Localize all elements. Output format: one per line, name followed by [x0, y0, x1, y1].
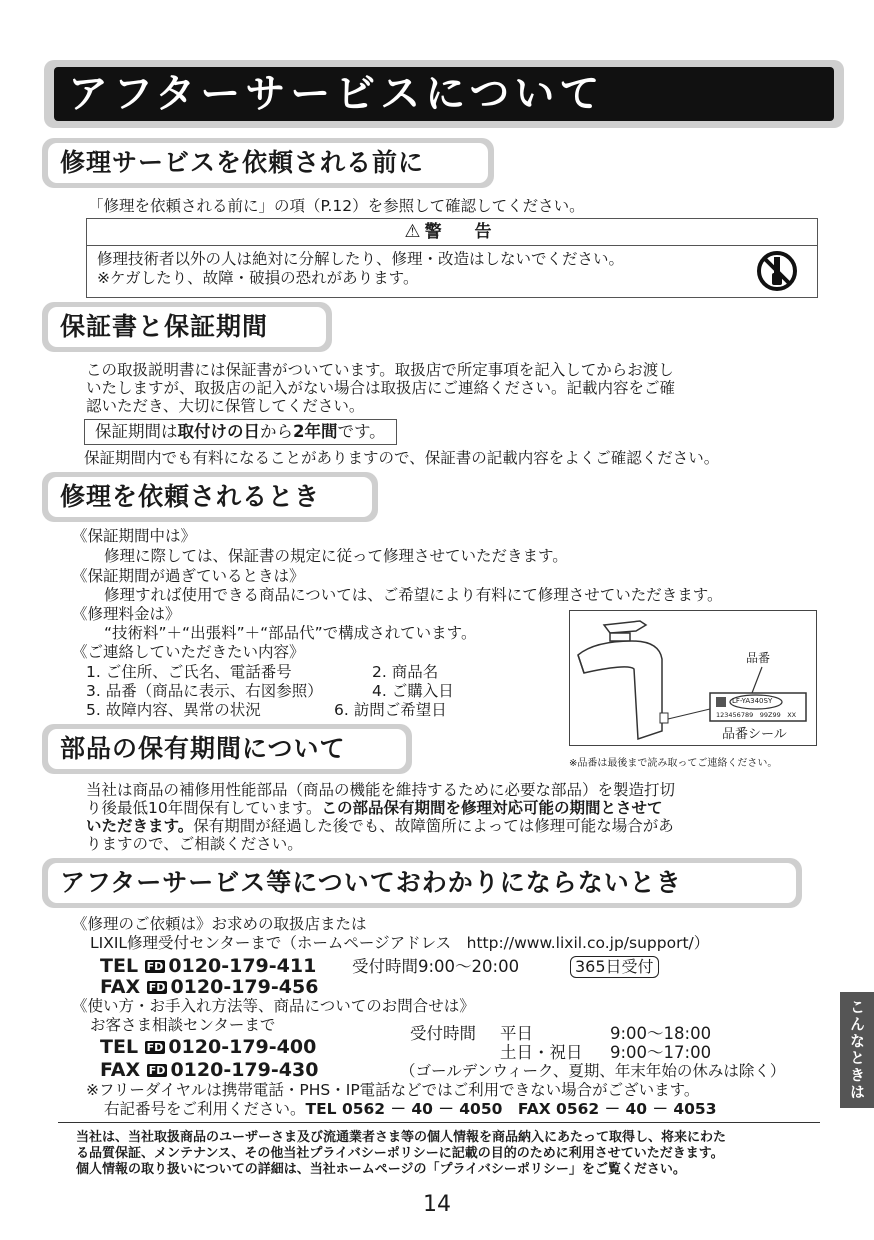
- warranty-para-1: この取扱説明書には保証書がついています。取扱店で所定事項を記入してからお渡し: [86, 361, 674, 379]
- page-title: アフターサービスについて: [54, 67, 834, 121]
- contact-info-label: 《ご連絡していただきたい内容》: [72, 643, 305, 661]
- free-dial-icon: FD: [146, 1041, 164, 1054]
- in-warranty-label: 《保証期間中は》: [72, 527, 197, 545]
- faucet-illustration: [569, 610, 817, 746]
- repair-hours: 受付時間9:00～20:00: [352, 957, 520, 976]
- repair-request-label: 《修理のご依頼は》お求めの取扱店または: [72, 915, 367, 933]
- contact-item-4: 4. ご購入日: [372, 682, 454, 700]
- no-disassembly-icon: [755, 249, 799, 297]
- parts-para-4: りますので、ご相談ください。: [86, 835, 303, 853]
- free-dial-icon: FD: [148, 1064, 166, 1077]
- title-banner: [44, 60, 844, 128]
- consult-tel: TEL FD 0120-179-400: [100, 1036, 317, 1058]
- after-warranty-text: 修理すれば使用できる商品については、ご希望により有料にて修理させていただきます。: [104, 586, 723, 604]
- warranty-note: 保証期間内でも有料になることがありますので、保証書の記載内容をよくご確認ください。: [84, 449, 720, 467]
- side-tab: こんなときは: [840, 992, 874, 1108]
- after-warranty-label: 《保証期間が過ぎているときは》: [72, 567, 305, 585]
- privacy-line-1: 当社は、当社取扱商品のユーザーさま及び流通業者さま等の個人情報を商品納入にあたって取得し、将来にわた: [76, 1130, 727, 1145]
- contact-item-1: 1. ご住所、ご氏名、電話番号: [86, 663, 292, 681]
- illustration-caption: ※品番は最後まで読み取ってご連絡ください。: [569, 758, 778, 769]
- free-dial-note-1: ※フリーダイヤルは携帯電話・PHS・IP電話などではご利用できない場合がございます。: [86, 1081, 700, 1099]
- fee-label: 《修理料金は》: [72, 605, 181, 623]
- warning-box: [86, 218, 818, 298]
- holiday-note: （ゴールデンウィーク、夏期、年末年始の休みは除く）: [400, 1062, 786, 1080]
- warranty-para-3: 認いただき、大切に保管してください。: [86, 397, 365, 415]
- parts-para-1: 当社は商品の補修用性能部品（商品の機能を維持するために必要な部品）を製造打切: [86, 781, 676, 799]
- contact-item-6: 6. 訪問ご希望日: [334, 701, 447, 719]
- contact-item-2: 2. 商品名: [372, 663, 439, 681]
- warning-triangle-icon: ⚠: [404, 221, 421, 242]
- consult-center-line: お客さま相談センターまで: [90, 1016, 276, 1034]
- consult-hours-label: 受付時間: [410, 1024, 476, 1043]
- section-heading-parts-period: 部品の保有期間について: [42, 724, 412, 774]
- contact-item-3: 3. 品番（商品に表示、右図参照）: [86, 682, 323, 700]
- section-heading-repair-request: 修理を依頼されるとき: [42, 472, 378, 522]
- weekend-label: 土日・祝日: [500, 1043, 583, 1062]
- part-number-label: 品番: [746, 651, 771, 665]
- divider: [58, 1122, 820, 1123]
- free-dial-icon: FD: [148, 981, 166, 994]
- weekend-hours: 9:00～17:00: [610, 1043, 712, 1062]
- warranty-period-box: 保証期間は取付けの日から2年間です。: [84, 419, 397, 445]
- weekday-hours: 9:00～18:00: [610, 1024, 712, 1043]
- section-heading-contact: アフターサービス等についておわかりにならないとき: [42, 858, 802, 908]
- repair-tel: TEL FD 0120-179-411: [100, 955, 317, 977]
- page-number: 14: [423, 1192, 451, 1217]
- before-repair-intro: 「修理を依頼される前に」の項（P.12）を参照して確認してください。: [88, 197, 585, 215]
- usage-inquiry-label: 《使い方・お手入れ方法等、商品についてのお問合せは》: [72, 997, 475, 1015]
- warning-header: ⚠ 警 告: [87, 219, 817, 246]
- warning-text-1: 修理技術者以外の人は絶対に分解したり、修理・改造はしないでください。: [97, 250, 625, 268]
- contact-item-5: 5. 故障内容、異常の状況: [86, 701, 261, 719]
- 365-days-badge: 365日受付: [570, 956, 659, 978]
- parts-para-2: り後最低10年間保有しています。この部品保有期間を修理対応可能の期間とさせて: [86, 799, 663, 817]
- sticker-label: 品番シール: [722, 727, 787, 742]
- weekday-label: 平日: [500, 1024, 533, 1043]
- repair-fax: FAX FD 0120-179-456: [100, 976, 319, 998]
- sticker-serial: 123456789 99Z99 XX: [716, 711, 797, 719]
- privacy-line-2: る品質保証、メンテナンス、その他当社プライバシーポリシーに記載の目的のために利用させていただきます。: [76, 1146, 724, 1161]
- warning-text-2: ※ケガしたり、故障・破損の恐れがあります。: [97, 269, 419, 287]
- repair-center-line: LIXIL修理受付センターまで（ホームページアドレス http://www.lixil.co.jp/support/）: [90, 934, 710, 952]
- section-heading-before-repair: 修理サービスを依頼される前に: [42, 138, 494, 188]
- free-dial-note-2: 右記番号をご利用ください。TEL 0562 － 40 － 4050 FAX 0562 － 40 － 4053: [104, 1100, 717, 1118]
- section-heading-warranty: 保証書と保証期間: [42, 302, 332, 352]
- sticker-code: LF-YA340SY: [732, 697, 773, 705]
- parts-para-3: いただきます。保有期間が経過した後でも、故障箇所によっては修理可能な場合があ: [86, 817, 674, 835]
- in-warranty-text: 修理に際しては、保証書の規定に従って修理させていただきます。: [104, 547, 568, 565]
- privacy-line-3: 個人情報の取り扱いについての詳細は、当社ホームページの「プライバシーポリシー」をご覧ください。: [76, 1162, 686, 1177]
- warranty-para-2: いたしますが、取扱店の記入がない場合は取扱店にご連絡ください。記載内容をご確: [86, 379, 676, 397]
- fee-text: “技術料”＋“出張料”＋“部品代”で構成されています。: [104, 624, 477, 642]
- free-dial-icon: FD: [146, 960, 164, 973]
- consult-fax: FAX FD 0120-179-430: [100, 1059, 319, 1081]
